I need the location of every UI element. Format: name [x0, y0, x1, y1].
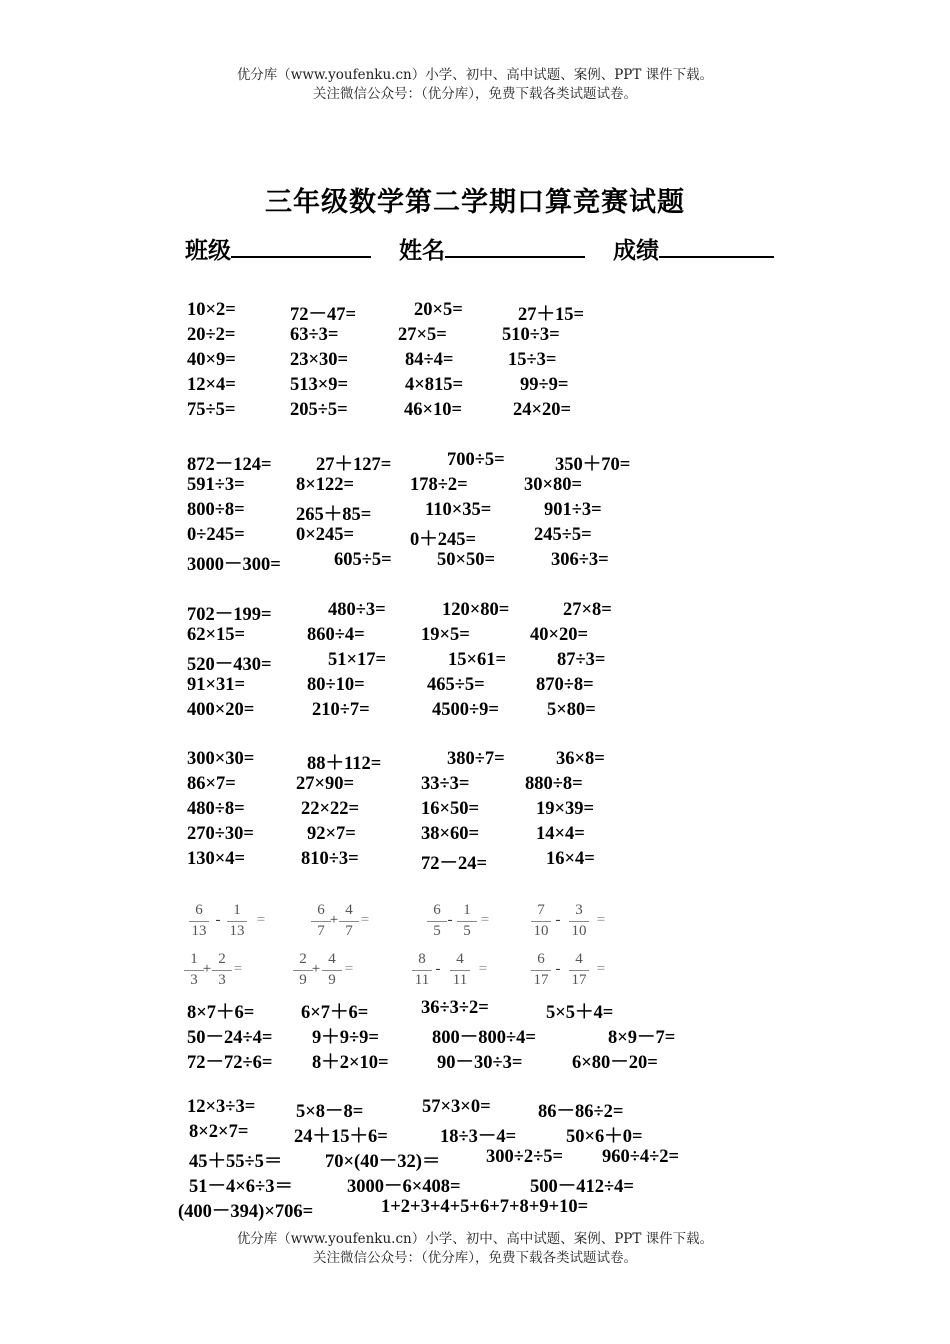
problem: 270÷30=: [187, 824, 254, 844]
problem: 27×8=: [563, 600, 612, 620]
footer-line-1: 优分库（www.youfenku.cn）小学、初中、高中试题、案例、PPT 课件下载。: [236, 1231, 714, 1247]
problem: 51×17=: [328, 650, 387, 670]
problem: 92×7=: [307, 824, 356, 844]
problem: 880÷8=: [525, 774, 583, 794]
fraction: 8 11: [409, 951, 435, 991]
problem: 702－199=: [187, 605, 272, 625]
name-blank[interactable]: [445, 232, 585, 258]
fraction: 2 3: [209, 951, 235, 991]
problem: 75÷5=: [187, 400, 236, 420]
problem: 1+2+3+4+5+6+7+8+9+10=: [381, 1197, 589, 1217]
problem: 872－124=: [187, 455, 272, 475]
problem: 63÷3=: [290, 325, 339, 345]
fraction: 3 10: [566, 902, 592, 942]
fraction: 4 7: [336, 902, 362, 942]
problem: 15÷3=: [508, 350, 557, 370]
problem: 19×39=: [536, 799, 595, 819]
problem: 19×5=: [421, 625, 470, 645]
problem: 72－72÷6=: [187, 1053, 273, 1073]
problem: 110×35=: [425, 500, 492, 520]
score-blank[interactable]: [659, 232, 774, 258]
problem: 8×122=: [296, 475, 355, 495]
header-line-2: 关注微信公众号：（优分库），免费下载各类试题试卷。: [313, 86, 637, 102]
problem: 500－412÷4=: [530, 1177, 634, 1197]
problem: 860÷4=: [307, 625, 365, 645]
fraction: 1 3: [181, 951, 207, 991]
problem: 901÷3=: [544, 500, 602, 520]
problem: 16×50=: [421, 799, 480, 819]
fraction: 1 5: [454, 902, 480, 942]
problem: 20÷2=: [187, 325, 236, 345]
problem: 14×4=: [536, 824, 585, 844]
problem: 8＋2×10=: [312, 1053, 389, 1073]
problem: 810÷3=: [301, 849, 359, 869]
problem: 90－30÷3=: [437, 1053, 523, 1073]
fraction: 2 9: [290, 951, 316, 991]
problem: 513×9=: [290, 375, 349, 395]
problem: 5×5＋4=: [546, 1003, 614, 1023]
problem: 265＋85=: [296, 505, 372, 525]
problem: 27×90=: [296, 774, 355, 794]
problem: 84÷4=: [405, 350, 454, 370]
problem: 57×3×0=: [422, 1097, 491, 1117]
problem: 30×80=: [524, 475, 583, 495]
student-info-line: [185, 232, 774, 265]
problem: 700÷5=: [447, 450, 505, 470]
problem: 24＋15＋6=: [294, 1127, 388, 1147]
problem: 960÷4÷2=: [602, 1147, 680, 1167]
problem: 45＋55÷5＝: [189, 1152, 283, 1172]
problem: 0÷245=: [187, 525, 245, 545]
problem: 6×7＋6=: [301, 1003, 369, 1023]
problem: 50×6＋0=: [566, 1127, 643, 1147]
fraction: 4 9: [319, 951, 345, 991]
problem: 4×815=: [405, 375, 464, 395]
problem: 50×50=: [437, 550, 496, 570]
problem: 36÷3÷2=: [421, 998, 489, 1018]
problem: 245÷5=: [534, 525, 592, 545]
score-label: 成绩: [613, 237, 660, 264]
problem: 99÷9=: [520, 375, 569, 395]
class-label: 班级: [185, 237, 231, 264]
problem: 300×30=: [187, 749, 255, 769]
problem: 800÷8=: [187, 500, 245, 520]
problem: 800－800÷4=: [432, 1028, 536, 1048]
problem: 51－4×6÷3＝: [189, 1177, 293, 1197]
problem: 210÷7=: [312, 700, 370, 720]
problem: 0×245=: [296, 525, 355, 545]
problem: 27＋15=: [518, 305, 585, 325]
problem: 178÷2=: [410, 475, 468, 495]
header-line-1: 优分库（www.youfenku.cn）小学、初中、高中试题、案例、PPT 课件下载。: [236, 67, 714, 83]
problem: 62×15=: [187, 625, 246, 645]
problem: 72－47=: [290, 305, 357, 325]
problem: 120×80=: [442, 600, 510, 620]
problem: 6×80－20=: [572, 1053, 658, 1073]
problem: 86－86÷2=: [538, 1102, 624, 1122]
problem: 350＋70=: [555, 455, 631, 475]
problem: 16×4=: [546, 849, 595, 869]
fraction: 6 13: [186, 902, 212, 942]
fraction: 1 13: [224, 902, 250, 942]
problem: 36×8=: [556, 749, 605, 769]
problem: 5×80=: [547, 700, 596, 720]
problem: 130×4=: [187, 849, 246, 869]
problem: 8×9－7=: [608, 1028, 676, 1048]
problem: 38×60=: [421, 824, 480, 844]
page-title: 三年级数学第二学期口算竞赛试题: [265, 187, 685, 218]
problem: 591÷3=: [187, 475, 245, 495]
problem: 300÷2÷5=: [486, 1147, 564, 1167]
fraction: 4 17: [566, 951, 592, 991]
problem: 46×10=: [404, 400, 463, 420]
problem: 12×3÷3=: [187, 1097, 256, 1117]
problem: 510÷3=: [502, 325, 560, 345]
fraction-row: 6 13 - 1 13 = 6 7 + 4 7 = 6 5 - 1 5 = 7 10 - 3 10 =: [0, 902, 950, 942]
fraction: 6 5: [424, 902, 450, 942]
problem: 27＋127=: [316, 455, 392, 475]
fraction-row: 1 3 + 2 3 = 2 9 + 4 9 = 8 11 - 4 11 = 6 17 - 4 17 =: [0, 951, 950, 991]
problem: 520－430=: [187, 655, 272, 675]
problem: 3000－300=: [187, 555, 281, 575]
problem: 50－24÷4=: [187, 1028, 273, 1048]
problem: 40×20=: [530, 625, 589, 645]
problem: 33÷3=: [421, 774, 470, 794]
class-blank[interactable]: [231, 232, 371, 258]
problem: 5×8－8=: [296, 1102, 364, 1122]
problem: 8×7＋6=: [187, 1003, 255, 1023]
problem: 0＋245=: [410, 530, 477, 550]
problem: 80÷10=: [307, 675, 365, 695]
problem: 870÷8=: [536, 675, 594, 695]
problem: 27×5=: [398, 325, 447, 345]
footer-line-2: 关注微信公众号：（优分库），免费下载各类试题试卷。: [313, 1250, 637, 1266]
problem: 306÷3=: [551, 550, 609, 570]
problem: 480÷3=: [328, 600, 386, 620]
problem: 400×20=: [187, 700, 255, 720]
name-label: 姓名: [399, 237, 446, 264]
problem: 72－24=: [421, 854, 488, 874]
problem: 18÷3－4=: [440, 1127, 517, 1147]
problem: 15×61=: [448, 650, 507, 670]
problem: 480÷8=: [187, 799, 245, 819]
problem: (400－394)×706=: [178, 1202, 314, 1222]
problem: 87÷3=: [557, 650, 606, 670]
problem: 8×2×7=: [189, 1122, 249, 1142]
problem: 40×9=: [187, 350, 236, 370]
problem: 91×31=: [187, 675, 246, 695]
problem: 4500÷9=: [432, 700, 499, 720]
problem: 205÷5=: [290, 400, 348, 420]
problem: 380÷7=: [447, 749, 505, 769]
problem: 88＋112=: [307, 754, 382, 774]
fraction: 6 7: [308, 902, 334, 942]
fraction: 6 17: [528, 951, 554, 991]
problem: 12×4=: [187, 375, 236, 395]
fraction: 7 10: [528, 902, 554, 942]
problem: 20×5=: [414, 300, 463, 320]
problem: 10×2=: [187, 300, 236, 320]
problem: 9＋9÷9=: [312, 1028, 379, 1048]
problem: 23×30=: [290, 350, 349, 370]
problem: 22×22=: [301, 799, 360, 819]
fraction: 4 11: [447, 951, 473, 991]
problem: 24×20=: [513, 400, 572, 420]
problem: 465÷5=: [427, 675, 485, 695]
problem: 70×(40－32)＝: [325, 1152, 441, 1172]
problem: 3000－6×408=: [347, 1177, 461, 1197]
problem: 605÷5=: [334, 550, 392, 570]
problem: 86×7=: [187, 774, 236, 794]
